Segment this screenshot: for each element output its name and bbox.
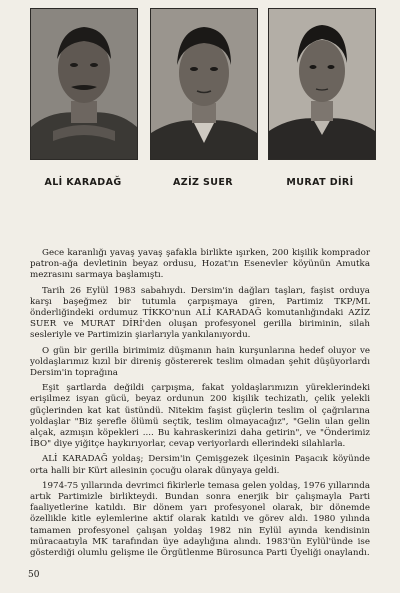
caption-aziz-suer: AZİZ SUER: [173, 177, 233, 188]
portrait-murat-diri: [268, 8, 376, 160]
caption-ali-karadag: ALİ KARADAĞ: [44, 177, 122, 188]
portrait-row: [0, 0, 400, 200]
portrait-aziz-suer: [150, 8, 258, 160]
page-number: 50: [28, 570, 40, 580]
portrait-ali-karadag: [30, 8, 138, 160]
paragraph-6: 1974-75 yıllarında devrimci fikirlerle temasa gelen yoldaş, 1976 yıllarında artık Partimizle birlikteydi. Bundan sonra enerjik bir çalışmayla Parti faaliyetlerine katıldı. Bir dönem yarı profesyonel olarak, bir dönemde özellikle kitle eylemlerine aktif olarak katıldı ve görev aldı. 1980 yılında tamamen profesyonel çalışan yoldaş 1982 nin Eylül ayında kendisinin müracaatıyla MK tarafından üye adaylığına alındı. 1983'ün Eylül'ünde ise gösterdiği olumlu gelişme ile Örgütlenme Bürosunca Parti Üyeliği onaylandı.: [30, 480, 370, 559]
paragraph-1: Gece karanlığı yavaş yavaş şafakla birlikte ışırken, 200 kişilik komprador patron-ağa devletinin beyaz ordusu, Hozat'ın Esenevler köyünün Amutka mezrasını sarmaya başlamıştı.: [30, 248, 370, 281]
paragraph-3: O gün bir gerilla birimimiz düşmanın hain kurşunlarına hedef oluyor ve yoldaşlarımız kızıl bir direniş göstererek teslim olmadan şehit düşüyorlardı Dersim'in toprağına: [30, 345, 370, 379]
paragraph-2: Tarih 26 Eylül 1983 sabahıydı. Dersim'in dağları taşları, faşist orduya karşı başeğmez bir tutumla çarpışmaya giren, Partimiz TKP/ML önderliğindeki ordumuz TİKKO'nun ALİ KARADAĞ komutanlığındaki AZİZ SUER ve MURAT DİRİ'den oluşan profesyonel gerilla biriminin, silah sesleriyle ve Partimizin şiarlarıyla yankılanıyordu.: [30, 285, 370, 341]
caption-murat-diri: MURAT DİRİ: [286, 177, 354, 188]
portrait-photo-3: [269, 9, 375, 159]
paragraph-5: ALİ KARADAĞ yoldaş; Dersim'in Çemişgezek ilçesinin Paşacık köyünde orta halli bir Kürt ailesinin çocuğu olarak dünyaya geldi.: [30, 454, 370, 476]
body-text: [30, 248, 370, 563]
portrait-photo-2: [151, 9, 257, 159]
paragraph-4: Eşit şartlarda değildi çarpışma, fakat yoldaşlarımızın yüreklerindeki erişilmez isyan gücü, beyaz ordunun 200 kişilik techizatlı, çelik yelekli güçlerinden kat kat üstündü. Nitekim faşist güçlerin teslim ol çağrılarına yoldaşlar "Biz şerefle ölümü seçtik, teslim olmayacağız", "Gelin ulan gelin alçak, azmışın köpekleri .... Bu kahraskerinizi daha getirin", ve "Önderimiz İBO" diye yiğitçe haykırıyorlar, cevap veriyorlardı ellerindeki silahlarla.: [30, 383, 370, 450]
portrait-photo-1: [31, 9, 137, 159]
